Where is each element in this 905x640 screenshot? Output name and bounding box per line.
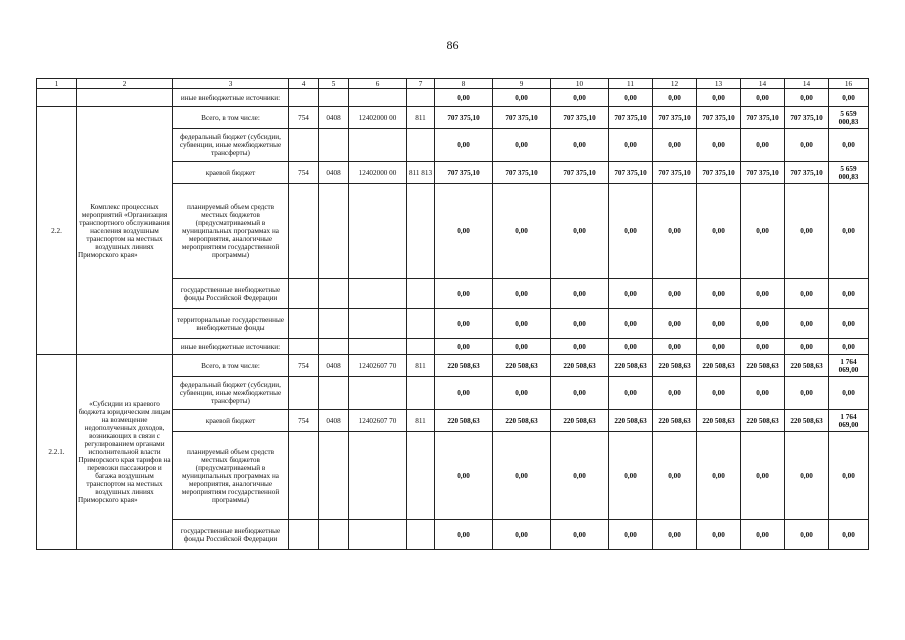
code-cell — [289, 520, 319, 550]
code-cell — [407, 184, 435, 279]
amount-cell: 0,00 — [551, 184, 609, 279]
amount-cell: 1 764 069,00 — [829, 410, 869, 432]
amount-cell: 0,00 — [609, 377, 653, 410]
amount-cell: 5 659 000,83 — [829, 162, 869, 184]
amount-cell: 0,00 — [741, 184, 785, 279]
amount-cell: 220 508,63 — [785, 355, 829, 377]
funding-source-cell: федеральный бюджет (субсидии, субвенции, иные межбюджетные трансферты) — [173, 129, 289, 162]
code-cell — [319, 432, 349, 520]
funding-source-cell: планируемый объем средств местных бюджетов (предусматриваемый в муниципальных программах на мероприятия, аналогичные мероприятиям государственной программы) — [173, 184, 289, 279]
amount-cell: 0,00 — [493, 432, 551, 520]
amount-cell: 220 508,63 — [435, 410, 493, 432]
amount-cell: 0,00 — [741, 377, 785, 410]
funding-source-cell: краевой бюджет — [173, 162, 289, 184]
amount-cell: 0,00 — [551, 129, 609, 162]
code-cell — [349, 520, 407, 550]
column-number-header: 13 — [697, 79, 741, 89]
code-cell — [349, 129, 407, 162]
amount-cell: 0,00 — [609, 432, 653, 520]
amount-cell: 0,00 — [609, 339, 653, 355]
column-number-header: 16 — [829, 79, 869, 89]
table-header — [37, 79, 869, 89]
amount-cell: 0,00 — [493, 309, 551, 339]
amount-cell: 0,00 — [653, 339, 697, 355]
code-cell — [289, 377, 319, 410]
code-cell — [289, 279, 319, 309]
amount-cell: 707 375,10 — [697, 162, 741, 184]
code-cell — [319, 309, 349, 339]
amount-cell: 0,00 — [741, 520, 785, 550]
funding-source-cell: государственные внебюджетные фонды Российской Федерации — [173, 520, 289, 550]
amount-cell: 0,00 — [435, 309, 493, 339]
amount-cell: 0,00 — [609, 129, 653, 162]
column-number-header: 3 — [173, 79, 289, 89]
section-name-cell: Комплекс процессных мероприятий «Организация транспортного обслуживания населения воздушным транспортом на местных воздушных линиях Приморского края» — [77, 107, 173, 355]
amount-cell: 220 508,63 — [435, 355, 493, 377]
column-number-header: 10 — [551, 79, 609, 89]
funding-source-cell: иные внебюджетные источники: — [173, 89, 289, 107]
code-cell: 0408 — [319, 355, 349, 377]
amount-cell: 0,00 — [551, 377, 609, 410]
amount-cell: 0,00 — [697, 432, 741, 520]
amount-cell: 707 375,10 — [741, 107, 785, 129]
amount-cell: 0,00 — [551, 520, 609, 550]
amount-cell: 707 375,10 — [493, 107, 551, 129]
amount-cell: 0,00 — [785, 432, 829, 520]
column-number-header: 7 — [407, 79, 435, 89]
amount-cell: 0,00 — [435, 184, 493, 279]
column-number-header: 1 — [37, 79, 77, 89]
code-cell — [349, 377, 407, 410]
funding-source-cell: государственные внебюджетные фонды Российской Федерации — [173, 279, 289, 309]
amount-cell: 220 508,63 — [493, 410, 551, 432]
amount-cell: 707 375,10 — [653, 162, 697, 184]
code-cell: 754 — [289, 355, 319, 377]
amount-cell: 0,00 — [785, 309, 829, 339]
amount-cell: 0,00 — [435, 520, 493, 550]
code-cell — [289, 309, 319, 339]
code-cell: 754 — [289, 107, 319, 129]
amount-cell: 707 375,10 — [785, 162, 829, 184]
amount-cell: 0,00 — [785, 520, 829, 550]
amount-cell: 0,00 — [435, 432, 493, 520]
amount-cell: 0,00 — [551, 432, 609, 520]
amount-cell: 0,00 — [609, 279, 653, 309]
amount-cell: 220 508,63 — [697, 355, 741, 377]
amount-cell: 0,00 — [551, 89, 609, 107]
code-cell: 811 — [407, 410, 435, 432]
amount-cell: 0,00 — [697, 339, 741, 355]
amount-cell: 5 659 000,83 — [829, 107, 869, 129]
amount-cell: 0,00 — [435, 89, 493, 107]
code-cell — [319, 184, 349, 279]
funding-source-cell: иные внебюджетные источники: — [173, 339, 289, 355]
amount-cell: 220 508,63 — [609, 355, 653, 377]
amount-cell: 0,00 — [829, 520, 869, 550]
amount-cell: 0,00 — [829, 89, 869, 107]
amount-cell: 0,00 — [653, 184, 697, 279]
amount-cell: 0,00 — [493, 89, 551, 107]
code-cell — [349, 432, 407, 520]
amount-cell: 0,00 — [697, 279, 741, 309]
amount-cell: 0,00 — [785, 377, 829, 410]
code-cell: 811 — [407, 355, 435, 377]
column-number-header: 5 — [319, 79, 349, 89]
code-cell: 12402000 00 — [349, 107, 407, 129]
code-cell — [319, 129, 349, 162]
amount-cell: 0,00 — [435, 377, 493, 410]
code-cell — [319, 89, 349, 107]
amount-cell: 707 375,10 — [785, 107, 829, 129]
code-cell — [407, 377, 435, 410]
amount-cell: 220 508,63 — [551, 355, 609, 377]
amount-cell: 0,00 — [829, 377, 869, 410]
amount-cell: 220 508,63 — [785, 410, 829, 432]
code-cell: 12402607 70 — [349, 355, 407, 377]
code-cell: 0408 — [319, 410, 349, 432]
budget-table — [36, 78, 869, 550]
cell-empty — [37, 89, 77, 107]
funding-source-cell: Всего, в том числе: — [173, 107, 289, 129]
amount-cell: 0,00 — [785, 129, 829, 162]
code-cell: 0408 — [319, 107, 349, 129]
code-cell — [407, 129, 435, 162]
code-cell — [349, 184, 407, 279]
code-cell: 12402000 00 — [349, 162, 407, 184]
amount-cell: 0,00 — [609, 309, 653, 339]
amount-cell: 707 375,10 — [551, 107, 609, 129]
code-cell — [407, 279, 435, 309]
amount-cell: 0,00 — [697, 129, 741, 162]
code-cell — [407, 520, 435, 550]
column-number-header: 9 — [493, 79, 551, 89]
amount-cell: 0,00 — [785, 279, 829, 309]
header-row — [37, 79, 869, 89]
amount-cell: 0,00 — [653, 89, 697, 107]
amount-cell: 0,00 — [829, 339, 869, 355]
amount-cell: 1 764 069,00 — [829, 355, 869, 377]
funding-source-cell: планируемый объем средств местных бюджетов (предусматриваемый в муниципальных программах на мероприятия, аналогичные мероприятиям государственной программы) — [173, 432, 289, 520]
amount-cell: 0,00 — [741, 279, 785, 309]
amount-cell: 0,00 — [829, 432, 869, 520]
column-number-header: 14 — [785, 79, 829, 89]
amount-cell: 0,00 — [741, 339, 785, 355]
amount-cell: 0,00 — [697, 89, 741, 107]
amount-cell: 0,00 — [551, 339, 609, 355]
amount-cell: 707 375,10 — [551, 162, 609, 184]
amount-cell: 0,00 — [741, 309, 785, 339]
code-cell: 811 813 — [407, 162, 435, 184]
amount-cell: 707 375,10 — [609, 162, 653, 184]
amount-cell: 707 375,10 — [697, 107, 741, 129]
code-cell — [289, 89, 319, 107]
amount-cell: 220 508,63 — [493, 355, 551, 377]
code-cell: 12402607 70 — [349, 410, 407, 432]
code-cell — [407, 432, 435, 520]
table-row — [37, 107, 869, 129]
table-body — [37, 89, 869, 550]
column-number-header: 14 — [741, 79, 785, 89]
amount-cell: 0,00 — [493, 377, 551, 410]
amount-cell: 707 375,10 — [741, 162, 785, 184]
amount-cell: 220 508,63 — [741, 410, 785, 432]
amount-cell: 0,00 — [435, 339, 493, 355]
code-cell: 0408 — [319, 162, 349, 184]
amount-cell: 0,00 — [653, 520, 697, 550]
amount-cell: 707 375,10 — [435, 162, 493, 184]
code-cell — [349, 279, 407, 309]
amount-cell: 0,00 — [697, 520, 741, 550]
code-cell — [407, 89, 435, 107]
funding-source-cell: федеральный бюджет (субсидии, субвенции, иные межбюджетные трансферты) — [173, 377, 289, 410]
code-cell — [289, 129, 319, 162]
amount-cell: 0,00 — [493, 520, 551, 550]
amount-cell: 0,00 — [829, 129, 869, 162]
table-row — [37, 89, 869, 107]
amount-cell: 0,00 — [741, 432, 785, 520]
amount-cell: 0,00 — [829, 184, 869, 279]
amount-cell: 0,00 — [741, 89, 785, 107]
funding-source-cell: Всего, в том числе: — [173, 355, 289, 377]
amount-cell: 707 375,10 — [493, 162, 551, 184]
code-cell: 754 — [289, 162, 319, 184]
amount-cell: 220 508,63 — [609, 410, 653, 432]
column-number-header: 8 — [435, 79, 493, 89]
amount-cell: 0,00 — [551, 279, 609, 309]
amount-cell: 0,00 — [551, 309, 609, 339]
code-cell — [407, 339, 435, 355]
code-cell — [289, 184, 319, 279]
amount-cell: 0,00 — [609, 184, 653, 279]
amount-cell: 0,00 — [829, 309, 869, 339]
amount-cell: 0,00 — [697, 377, 741, 410]
amount-cell: 220 508,63 — [697, 410, 741, 432]
funding-source-cell: краевой бюджет — [173, 410, 289, 432]
code-cell — [319, 279, 349, 309]
amount-cell: 0,00 — [785, 184, 829, 279]
amount-cell: 0,00 — [493, 339, 551, 355]
amount-cell: 0,00 — [697, 184, 741, 279]
amount-cell: 0,00 — [785, 339, 829, 355]
amount-cell: 0,00 — [435, 129, 493, 162]
column-number-header: 11 — [609, 79, 653, 89]
amount-cell: 220 508,63 — [653, 410, 697, 432]
cell-empty — [77, 89, 173, 107]
amount-cell: 0,00 — [785, 89, 829, 107]
funding-source-cell: территориальные государственные внебюджетные фонды — [173, 309, 289, 339]
column-number-header: 6 — [349, 79, 407, 89]
amount-cell: 0,00 — [609, 89, 653, 107]
amount-cell: 0,00 — [697, 309, 741, 339]
code-cell: 754 — [289, 410, 319, 432]
code-cell — [319, 377, 349, 410]
code-cell — [349, 339, 407, 355]
section-name-cell: «Субсидии из краевого бюджета юридическим лицам на возмещение недополученных доходов, возникающих в связи с регулированием органами исполнительной власти Приморского края тарифов на перевозки пассажиров и багажа воздушным транспортом на местных воздушных линиях Приморского края» — [77, 355, 173, 550]
amount-cell: 0,00 — [653, 432, 697, 520]
column-number-header: 4 — [289, 79, 319, 89]
code-cell — [349, 309, 407, 339]
amount-cell: 220 508,63 — [741, 355, 785, 377]
code-cell — [407, 309, 435, 339]
amount-cell: 0,00 — [435, 279, 493, 309]
amount-cell: 220 508,63 — [653, 355, 697, 377]
code-cell — [319, 520, 349, 550]
amount-cell: 0,00 — [493, 184, 551, 279]
code-cell: 811 — [407, 107, 435, 129]
column-number-header: 2 — [77, 79, 173, 89]
amount-cell: 707 375,10 — [435, 107, 493, 129]
amount-cell: 0,00 — [653, 377, 697, 410]
column-number-header: 12 — [653, 79, 697, 89]
amount-cell: 707 375,10 — [653, 107, 697, 129]
amount-cell: 0,00 — [653, 309, 697, 339]
page-number: 86 — [446, 38, 459, 52]
amount-cell: 707 375,10 — [609, 107, 653, 129]
code-cell — [289, 432, 319, 520]
amount-cell: 0,00 — [829, 279, 869, 309]
amount-cell: 0,00 — [493, 279, 551, 309]
amount-cell: 0,00 — [609, 520, 653, 550]
code-cell — [289, 339, 319, 355]
code-cell — [319, 339, 349, 355]
section-number-cell: 2.2. — [37, 107, 77, 355]
table-row — [37, 355, 869, 377]
section-number-cell: 2.2.1. — [37, 355, 77, 550]
amount-cell: 0,00 — [741, 129, 785, 162]
amount-cell: 0,00 — [653, 129, 697, 162]
amount-cell: 0,00 — [493, 129, 551, 162]
code-cell — [349, 89, 407, 107]
amount-cell: 0,00 — [653, 279, 697, 309]
amount-cell: 220 508,63 — [551, 410, 609, 432]
